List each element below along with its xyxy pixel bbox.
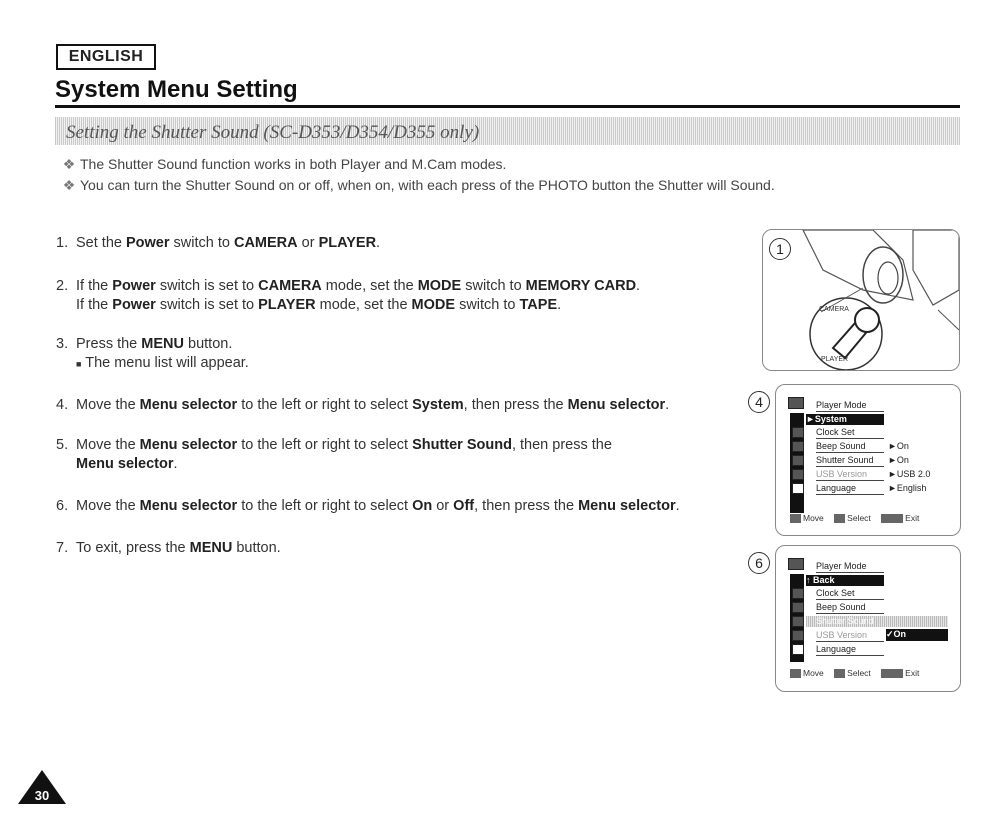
menu-icon — [792, 441, 804, 452]
camera-label: CAMERA — [819, 306, 849, 313]
menu-value: ►On — [888, 455, 909, 465]
menu-selected-item: ►System — [806, 414, 884, 425]
menu-value: ►USB 2.0 — [888, 469, 931, 479]
menu-item: Beep Sound — [816, 441, 884, 453]
gear-icon — [792, 644, 804, 655]
menu-option-on: ✓On — [886, 629, 948, 641]
step-7: 7. To exit, press the MENU button. — [56, 540, 281, 556]
figure-badge: 1 — [769, 238, 791, 260]
step-1: 1. Set the Power switch to CAMERA or PLAYER. — [56, 235, 381, 251]
bullet-item: ❖ You can turn the Shutter Sound on or off, when on, with each press of the PHOTO button the Shutter will Sound. — [58, 177, 775, 194]
menu-top-item: Player Mode — [816, 561, 884, 573]
figure-power-switch — [762, 229, 960, 371]
menu-icon — [792, 469, 804, 480]
page-number: 30 — [34, 788, 50, 803]
menu-item: Language — [816, 483, 884, 495]
menu-item-disabled: USB Version — [816, 469, 884, 481]
section-subtitle: Setting the Shutter Sound (SC-D353/D354/D355 only) — [66, 122, 480, 143]
player-label: PLAYER — [821, 356, 849, 363]
step-4: 4. Move the Menu selector to the left or right to select System, then press the Menu selector. — [56, 397, 670, 413]
figure-menu-system — [775, 384, 961, 536]
menu-top-item: Player Mode — [816, 400, 884, 412]
menu-icon — [792, 630, 804, 641]
dial-icon — [834, 669, 845, 678]
menu-icon — [792, 588, 804, 599]
menu-item-disabled: USB Version — [816, 630, 884, 642]
bullet-icon: ❖ — [62, 177, 76, 193]
menu-item: Shutter Sound — [816, 455, 884, 467]
menu-item: Beep Sound — [816, 602, 884, 614]
dial-icon — [790, 669, 801, 678]
menu-item: Clock Set — [816, 427, 884, 439]
bullet-item: ❖ The Shutter Sound function works in both Player and M.Cam modes. — [58, 156, 506, 173]
step-5: 5. Move the Menu selector to the left or right to select Shutter Sound, then press the Menu selector. — [56, 437, 612, 472]
step-2: 2. If the Power switch is set to CAMERA mode, set the MODE switch to MEMORY CARD. If the Power switch is set to PLAYER mode, set the MODE switch to TAPE. — [56, 278, 641, 313]
menu-back-item: ↑ Back — [806, 575, 884, 586]
figure-badge: 4 — [748, 391, 770, 413]
title-rule — [55, 105, 960, 108]
figure-badge: 6 — [748, 552, 770, 574]
menu-value: ►On — [888, 441, 909, 451]
menu-value: ►English — [888, 483, 927, 493]
gear-icon — [792, 483, 804, 494]
menu-footer: Move Select Exit — [782, 668, 919, 678]
menu-key-icon — [881, 669, 903, 678]
menu-item-active: Shutter Sound — [806, 616, 948, 627]
menu-icon — [792, 427, 804, 438]
dial-icon — [790, 514, 801, 523]
menu-item: Language — [816, 644, 884, 656]
step-6: 6. Move the Menu selector to the left or right to select On or Off, then press the Menu selector. — [56, 498, 680, 514]
page-title: System Menu Setting — [55, 76, 298, 103]
step-3: 3. Press the MENU button. ■ The menu list will appear. — [56, 336, 249, 371]
menu-icon — [792, 602, 804, 613]
bullet-icon: ❖ — [62, 156, 76, 172]
menu-footer: Move Select Exit — [782, 513, 919, 523]
camera-mode-icon — [788, 397, 804, 409]
language-badge: ENGLISH — [56, 44, 156, 70]
camera-mode-icon — [788, 558, 804, 570]
menu-icon — [792, 616, 804, 627]
square-bullet-icon: ■ — [76, 359, 82, 369]
menu-key-icon — [881, 514, 903, 523]
menu-item: Clock Set — [816, 588, 884, 600]
camcorder-illustration — [763, 230, 959, 370]
figure-menu-shutter — [775, 545, 961, 692]
dial-icon — [834, 514, 845, 523]
menu-icon — [792, 455, 804, 466]
